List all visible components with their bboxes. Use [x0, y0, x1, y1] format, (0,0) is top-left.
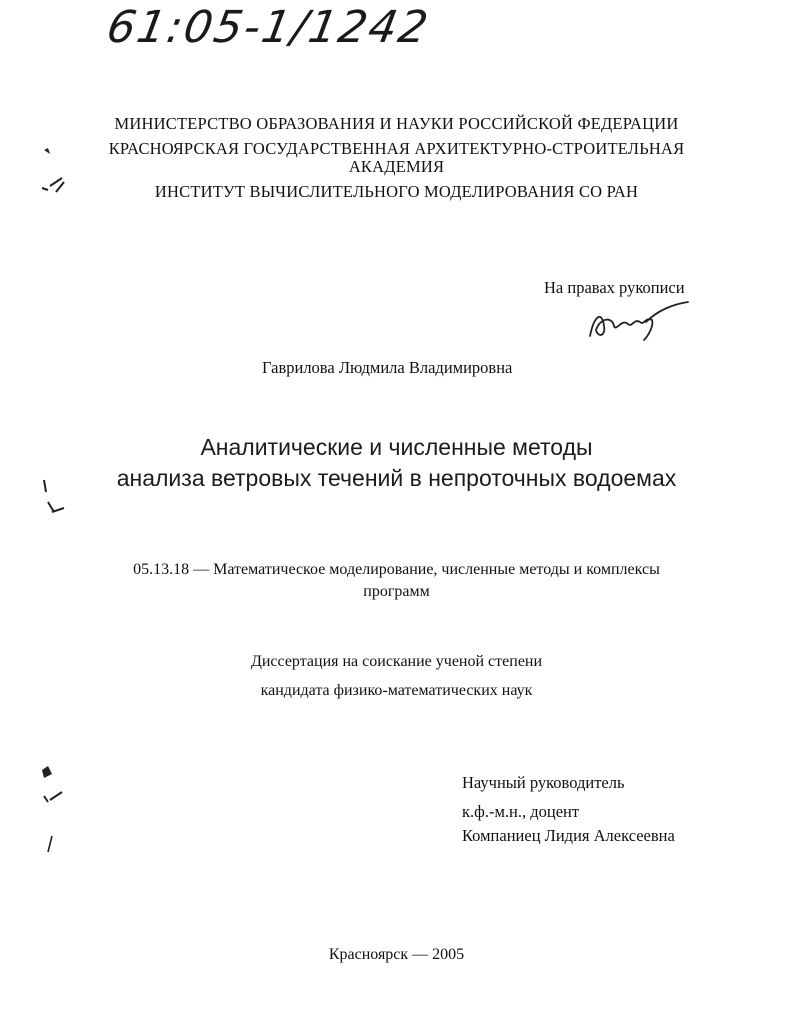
dissertation-title-line1: Аналитические и численные методы	[200, 434, 593, 460]
margin-marks-lower-icon	[36, 760, 76, 860]
author-name-text: Гаврилова Людмила Владимировна	[262, 358, 513, 377]
supervisor-label: Научный руководитель	[462, 773, 625, 792]
institute-name: ИНСТИТУТ ВЫЧИСЛИТЕЛЬНОГО МОДЕЛИРОВАНИЯ СО РАН	[154, 182, 639, 201]
dissertation-title-line2: анализа ветровых течений в непроточных водоемах	[116, 465, 677, 491]
specialty-line1: 05.13.18 — Математическое моделирование, численные методы и комплексы	[133, 561, 660, 578]
city-year: Красноярск — 2005	[328, 946, 465, 963]
ministry-name: МИНИСТЕРСТВО ОБРАЗОВАНИЯ И НАУКИ РОССИЙСКОЙ ФЕДЕРАЦИИ	[114, 114, 679, 133]
supervisor-rank: к.ф.-м.н., доцент	[462, 802, 580, 821]
supervisor-name: Компаниец Лидия Алексеевна	[462, 826, 675, 845]
degree-line2: кандидата физико-математических наук	[260, 682, 533, 699]
archive-number: 61:05-1/1242	[103, 2, 434, 53]
specialty-line2: программ	[363, 583, 430, 600]
academy-name-line2: АКАДЕМИЯ	[348, 157, 445, 176]
signature-icon	[584, 296, 694, 344]
academy-name-line1: КРАСНОЯРСКАЯ ГОСУДАРСТВЕННАЯ АРХИТЕКТУРНО-СТРОИТЕЛЬНАЯ	[108, 139, 685, 158]
margin-marks-icon	[36, 140, 86, 560]
degree-line1: Диссертация на соискание ученой степени	[250, 653, 543, 670]
author-name	[262, 358, 512, 378]
manuscript-rights-note: На правах рукописи	[544, 278, 685, 297]
